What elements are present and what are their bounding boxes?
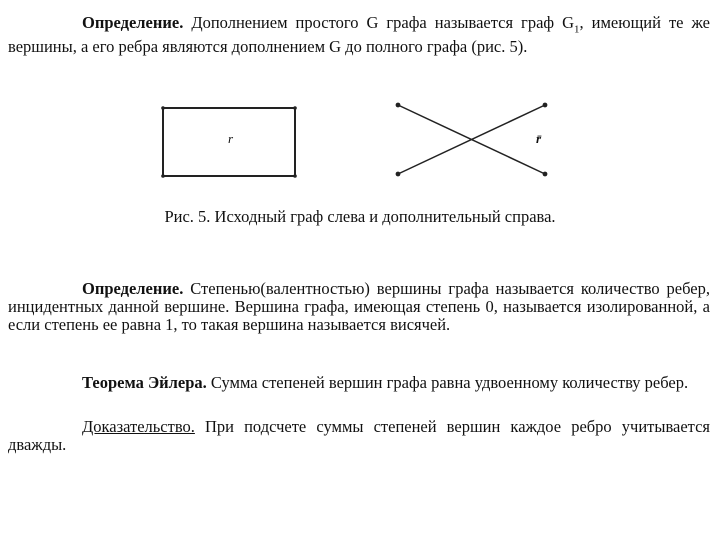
theorem-text: Сумма степеней вершин графа равна удвоенному количеству ребер. [206,373,689,392]
proof-text: При подсчете суммы степеней вершин каждое ребро учитывается дважды. [8,417,710,454]
definition-term: Определение. [82,279,184,298]
proof-term: Доказательство. [82,417,195,436]
original-graph [161,106,297,178]
definition-text-cont: , имеющий те же вершины, а его ребра являются дополнением G до полного графа (рис. 5). [8,13,710,57]
proof [8,418,710,454]
graph-vertex [396,103,401,108]
definition-term: Определение. [82,13,184,32]
graph-vertex [543,103,548,108]
graph-vertex [293,106,297,110]
definition-text: Степенью(валентностью) вершины графа называется количество ребер, инцидентных данной вершине. Вершина графа, имеющая степень 0, называется изолированной, а если степень ее равна 1, то такая вершина называется висячей. [8,279,710,334]
theorem-term: Теорема Эйлера. [82,373,207,392]
complement-graph-label: r̄ [536,131,542,146]
original-graph-label: r [228,131,234,146]
definition-complement [8,14,710,56]
graph-figure [0,90,720,200]
definition-degree [8,280,710,334]
euler-theorem [8,374,710,392]
graph-subscript: 1 [574,23,580,36]
graph-vertex [161,174,165,178]
graph-vertex [543,172,548,177]
complement-graph [396,103,548,177]
graph-vertex [293,174,297,178]
graph-vertex [396,172,401,177]
figure-caption: Рис. 5. Исходный граф слева и дополнительный справа. [164,207,556,226]
definition-text: Дополнением простого G графа называется граф G [183,13,575,32]
graph-vertex [161,106,165,110]
